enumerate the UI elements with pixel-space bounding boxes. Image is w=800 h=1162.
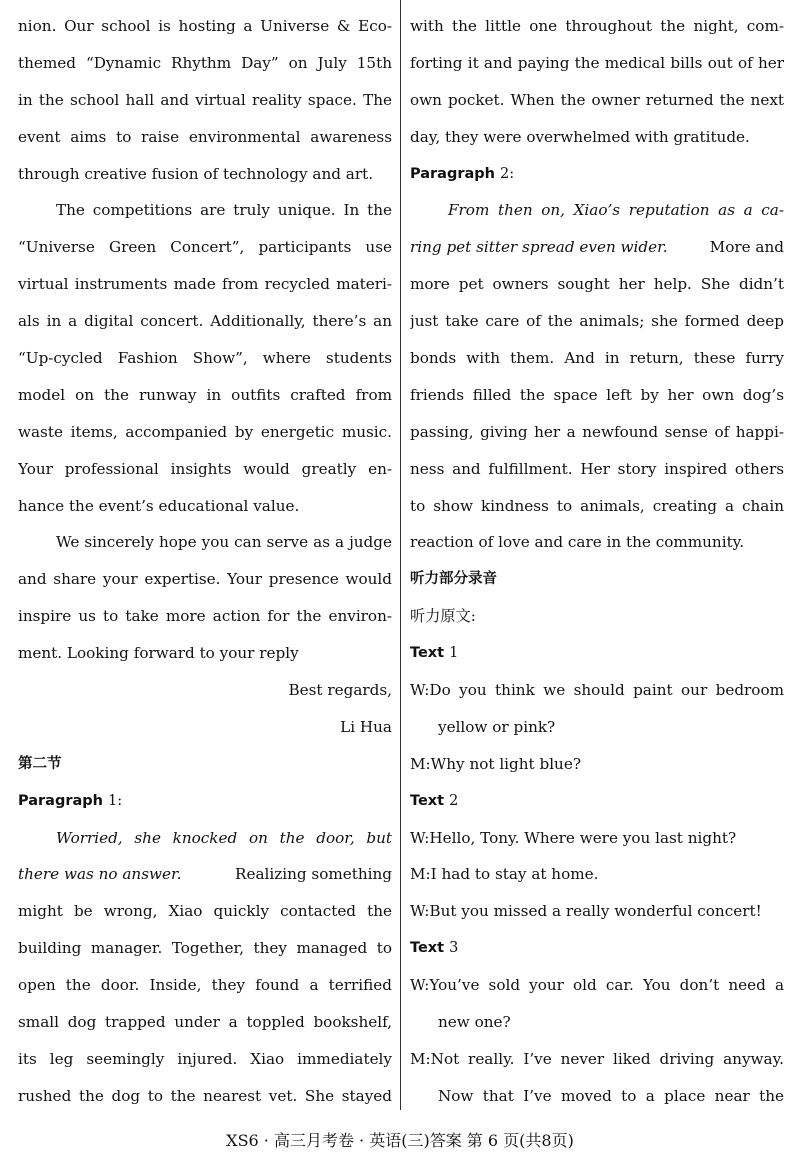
page-footer: XS6 · 高三月考卷 · 英语(三)答案 第 6 页(共8页) xyxy=(226,1131,574,1150)
text-line: event aims to raise environmental awareness xyxy=(18,127,392,146)
text-line: nion. Our school is hosting a Universe & Eco- xyxy=(18,17,392,35)
dialogue-line: W:Hello, Tony. Where were you last night? xyxy=(410,828,737,847)
text-number: 2 xyxy=(449,792,459,809)
text-label: Text xyxy=(410,792,445,809)
text-line: and share your expertise. Your presence would xyxy=(18,570,392,589)
given-sentence-end: ring pet sitter spread even wider. xyxy=(410,238,668,257)
text-heading xyxy=(410,635,784,672)
text-line xyxy=(18,856,392,893)
section-heading: 听力部分录音 xyxy=(410,571,497,588)
text-line: The competitions are truly unique. In the xyxy=(56,201,392,220)
text-line: rushed the dog to the nearest vet. She stayed xyxy=(18,1086,392,1105)
text-label: Text xyxy=(410,645,445,662)
paragraph-heading xyxy=(18,783,392,820)
given-sentence: From then on, Xiao’s reputation as a ca- xyxy=(448,201,784,220)
dialogue-line: M:I had to stay at home. xyxy=(410,865,599,884)
text-line: own pocket. When the owner returned the next xyxy=(410,90,784,109)
dialogue-line: W:But you missed a really wonderful concert! xyxy=(410,902,762,921)
text-heading xyxy=(410,930,784,967)
letter-signature: Li Hua xyxy=(340,717,392,736)
text-line: reaction of love and care in the community. xyxy=(410,533,745,552)
text-line: forting it and paying the medical bills out of her xyxy=(410,53,784,72)
text-line: bonds with them. And in return, these furry xyxy=(410,349,784,368)
dialogue-line: yellow or pink? xyxy=(438,717,556,736)
text-number: 3 xyxy=(449,940,459,957)
text-line: more pet owners sought her help. She didn’t xyxy=(410,275,784,294)
text-line: model on the runway in outfits crafted from xyxy=(18,385,392,404)
text-line: building manager. Together, they managed to xyxy=(18,939,392,958)
text-line: Your professional insights would greatly en- xyxy=(18,459,392,478)
text-fragment: More and xyxy=(709,238,784,257)
text-line: ness and fulfillment. Her story inspired others xyxy=(410,459,784,478)
letter-closing: Best regards, xyxy=(288,681,392,700)
text-line: virtual instruments made from recycled materi- xyxy=(18,275,392,294)
paragraph-number: 1: xyxy=(108,792,123,809)
text-line: to show kindness to animals, creating a chain xyxy=(410,496,784,515)
paragraph-label: Paragraph xyxy=(18,792,103,809)
paragraph-heading xyxy=(410,156,784,193)
text-heading xyxy=(410,783,784,820)
dialogue-line: Now that I’ve moved to a place near the xyxy=(438,1086,784,1105)
text-line: ment. Looking forward to your reply xyxy=(18,644,299,663)
dialogue-line: M:Why not light blue? xyxy=(410,754,581,773)
text-fragment: Realizing something xyxy=(235,865,392,884)
text-line: just take care of the animals; she formed deep xyxy=(410,312,784,331)
text-line: through creative fusion of technology and art. xyxy=(18,164,374,183)
section-heading: 第二节 xyxy=(18,755,62,772)
column-divider xyxy=(400,0,401,1110)
text-line: passing, giving her a newfound sense of happi- xyxy=(410,422,784,441)
dialogue-line: new one? xyxy=(438,1013,511,1032)
transcript-label: 听力原文: xyxy=(410,607,476,626)
text-line: themed “Dynamic Rhythm Day” on July 15th xyxy=(18,53,392,72)
right-column xyxy=(410,8,784,1118)
text-line: friends filled the space left by her own dog’s xyxy=(410,385,784,404)
paragraph-label: Paragraph xyxy=(410,165,495,182)
given-sentence: Worried, she knocked on the door, but xyxy=(56,828,392,847)
text-line: might be wrong, Xiao quickly contacted the xyxy=(18,902,392,921)
text-line: inspire us to take more action for the environ- xyxy=(18,607,392,626)
text-line: waste items, accompanied by energetic music. xyxy=(18,422,392,441)
text-line: small dog trapped under a toppled bookshelf, xyxy=(18,1013,392,1032)
text-line: with the little one throughout the night, com- xyxy=(410,17,784,35)
text-line: We sincerely hope you can serve as a judge xyxy=(56,533,392,552)
text-line xyxy=(410,229,784,266)
text-line: hance the event’s educational value. xyxy=(18,496,300,515)
text-line: in the school hall and virtual reality space. The xyxy=(18,90,392,109)
dialogue-line: W:Do you think we should paint our bedroom xyxy=(410,681,784,700)
dialogue-line: W:You’ve sold your old car. You don’t need a xyxy=(410,976,784,995)
text-label: Text xyxy=(410,940,445,957)
text-line: day, they were overwhelmed with gratitude. xyxy=(410,127,750,146)
left-column xyxy=(18,8,392,1118)
given-sentence-end: there was no answer. xyxy=(18,865,182,884)
text-line: “Up-cycled Fashion Show”, where students xyxy=(18,349,392,368)
dialogue-line: M:Not really. I’ve never liked driving anyway. xyxy=(410,1049,784,1068)
text-line: als in a digital concert. Additionally, there’s an xyxy=(18,312,392,331)
text-line: its leg seemingly injured. Xiao immediately xyxy=(18,1049,392,1068)
paragraph-number: 2: xyxy=(500,165,515,182)
text-line: open the door. Inside, they found a terrified xyxy=(18,976,392,995)
text-line: “Universe Green Concert”, participants use xyxy=(18,238,392,257)
text-number: 1 xyxy=(449,645,459,662)
